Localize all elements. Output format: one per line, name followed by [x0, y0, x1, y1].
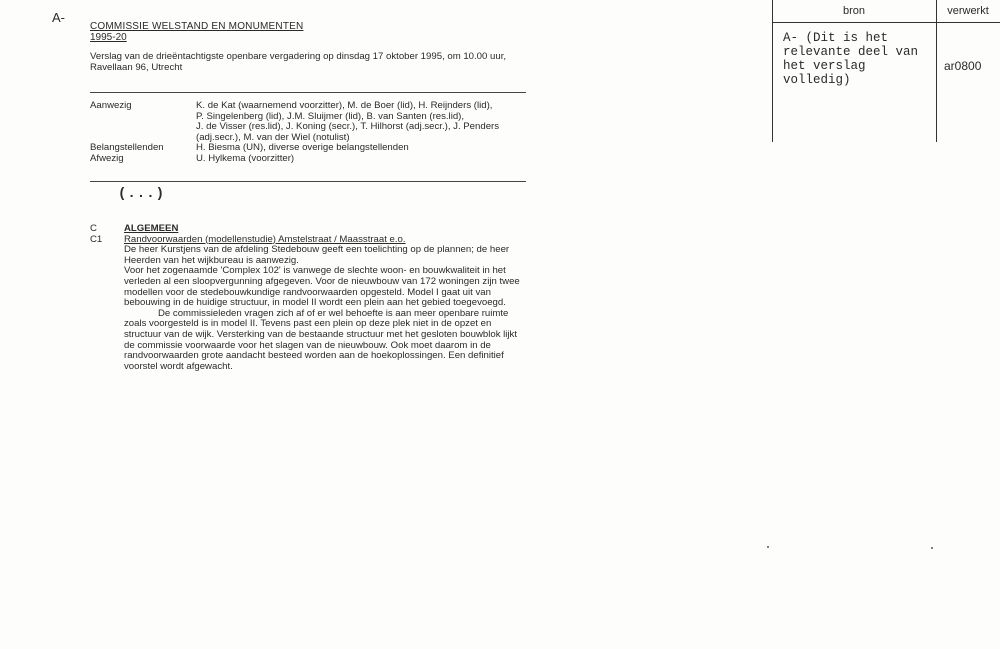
attendance-row-visitors [90, 143, 530, 154]
scan-speck [767, 546, 769, 548]
attendance-block [90, 101, 530, 165]
divider-bottom [90, 181, 526, 182]
document-header [90, 21, 530, 73]
meeting-intro: Verslag van de drieëntachtigste openbare vergadering op dinsdag 17 oktober 1995, om 10.00 uur, Ravellaan 96, Utrecht [90, 51, 507, 73]
scan-speck [931, 547, 933, 549]
section-algemeen [90, 224, 530, 372]
attendance-label: Belangstellenden [90, 142, 164, 154]
attendance-row-absent [90, 154, 530, 165]
table-line [772, 22, 1000, 23]
attendance-line: (adj.secr.), M. van der Wiel (notulist) [196, 131, 350, 143]
attendance-line: J. de Visser (res.lid), J. Koning (secr.), T. Hilhorst (adj.secr.), J. Penders [196, 121, 500, 133]
margin-mark: A- [52, 10, 65, 25]
section-heading-row [90, 224, 530, 235]
attendance-value: U. Hylkema (voorzitter) [196, 152, 295, 164]
column-header-verwerkt: verwerkt [947, 5, 989, 17]
divider-top [90, 92, 526, 93]
margin-table [772, 0, 1000, 142]
paragraph: De heer Kurstjens van de afdeling Stedebouw geeft een toelichting op de plannen; de heer Heerden van het wijkbureau is aanwezig. [124, 244, 510, 266]
attendance-label: Aanwezig [90, 100, 132, 111]
attendance-row-present [90, 101, 530, 143]
attendance-value: H. Biesma (UN), diverse overige belangstellenden [196, 142, 409, 154]
attendance-label: Afwezig [90, 152, 124, 164]
subsection-number: C1 [90, 233, 103, 245]
subsection-heading: Randvoorwaarden (modellenstudie) Amstelstraat / Maasstraat e.o. [124, 233, 406, 245]
processed-reference: ar0800 [944, 59, 982, 73]
section-body [124, 245, 524, 372]
paragraph: De commissieleden vragen zich af of er wel behoefte is aan meer openbare ruimte zoals voorgesteld is in model II. Tevens past een plein op deze plek niet in de opzet en structuur van de wijk. Versterking van de bestaande structuur met het gesloten bouwblok lijkt de commissie voorwaarde voor het slagen van de nieuwbouw. Ook moet daarom in de randvoorwaarden grote aandacht besteed worden aan de hoekoplossingen. Een definitief voorstel wordt afgewacht. [124, 307, 518, 372]
source-note: A- (Dit is het relevante deel van het verslag volledig) [783, 31, 919, 87]
attendance-line: P. Singelenberg (lid), J.M. Sluijmer (lid), B. van Santen (res.lid), [196, 110, 465, 122]
attendance-line: K. de Kat (waarnemend voorzitter), M. de Boer (lid), H. Reijnders (lid), [196, 100, 493, 111]
column-header-bron: bron [842, 5, 866, 17]
attendance-value [196, 101, 526, 143]
omission-mark: (...) [118, 186, 166, 202]
document-number: 1995-20 [90, 32, 127, 43]
document-title: COMMISSIE WELSTAND EN MONUMENTEN [90, 21, 304, 32]
paragraph: Voor het zogenaamde 'Complex 102' is vanwege de slechte woon- en bouwkwaliteit in het verleden al een sloopvergunning afgegeven. Voor de nieuwbouw van 172 woningen zijn twee modellen voor de stedebouwkundige randvoorwaarden opgesteld. Model I gaat uit van bebouwing in de huidige structuur, in model II wordt een plein aan het gebied toegevoegd. [124, 265, 520, 309]
section-number: C [90, 223, 97, 234]
section-heading: ALGEMEEN [124, 223, 179, 234]
